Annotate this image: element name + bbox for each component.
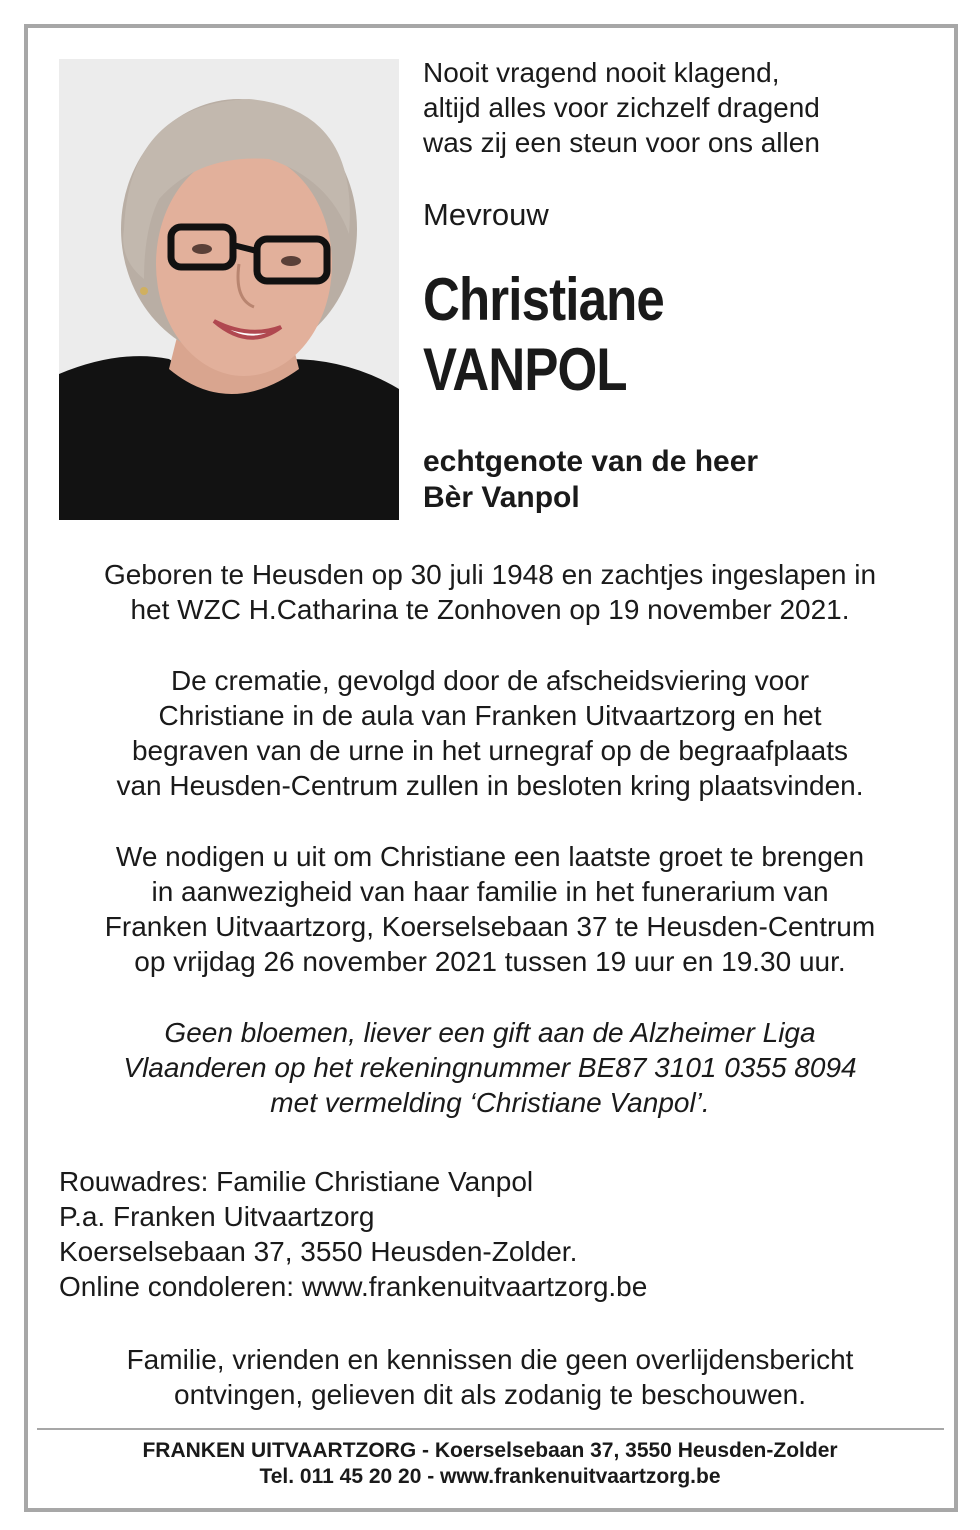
text-line: Vlaanderen op het rekeningnummer BE87 3101 0355 8094 (123, 1052, 857, 1083)
text-line: P.a. Franken Uitvaartzorg (59, 1201, 375, 1232)
text-line: begraven van de urne in het urnegraf op de begraafplaats (131, 735, 849, 766)
text-line: We nodigen u uit om Christiane een laatste groet te brengen (115, 841, 865, 872)
notice-paragraph (40, 1342, 940, 1412)
spouse-line (423, 444, 758, 516)
text-line: het WZC H.Catharina te Zonhoven op 19 november 2021. (130, 594, 850, 625)
birth-paragraph (40, 557, 940, 627)
text-line: ontvingen, gelieven dit als zodanig te beschouwen. (174, 1379, 806, 1410)
text-line: Geboren te Heusden op 30 juli 1948 en zachtjes ingeslapen in (103, 559, 877, 590)
address-block (59, 1164, 939, 1304)
text-line: Rouwadres: Familie Christiane Vanpol (59, 1166, 534, 1197)
invitation-paragraph (40, 839, 940, 979)
poem-line: altijd alles voor zichzelf dragend (423, 92, 820, 123)
text-line: van Heusden-Centrum zullen in besloten kring plaatsvinden. (116, 770, 864, 801)
text-line: Christiane in de aula van Franken Uitvaartzorg en het (158, 700, 822, 731)
text-line: Geen bloemen, liever een gift aan de Alzheimer Liga (164, 1017, 816, 1048)
text-line: in aanwezigheid van haar familie in het funerarium van (151, 876, 829, 907)
footer-divider (37, 1428, 944, 1430)
last-name: VANPOL (423, 336, 627, 403)
footer-line: FRANKEN UITVAARTZORG - Koerselsebaan 37, 3550 Heusden-Zolder (142, 1439, 838, 1462)
text-line: De crematie, gevolgd door de afscheidsviering voor (170, 665, 810, 696)
spouse-relation: echtgenote van de heer (423, 445, 759, 478)
flowers-paragraph (40, 1015, 940, 1120)
text-line: op vrijdag 26 november 2021 tussen 19 uur en 19.30 uur. (134, 946, 846, 977)
poem (423, 55, 943, 160)
poem-line: Nooit vragend nooit klagend, (423, 57, 780, 88)
salutation: Mevrouw (423, 197, 549, 232)
footer (40, 1438, 940, 1490)
first-name: Christiane (423, 266, 664, 333)
text-line: Online condoleren: www.frankenuitvaartzorg.be (59, 1271, 648, 1302)
spouse-name: Bèr Vanpol (423, 481, 580, 514)
text-line: Koerselsebaan 37, 3550 Heusden-Zolder. (59, 1236, 578, 1267)
poem-line: was zij een steun voor ons allen (423, 127, 820, 158)
footer-line: Tel. 011 45 20 20 - www.frankenuitvaartzorg.be (259, 1465, 721, 1488)
text-line: Familie, vrienden en kennissen die geen overlijdensbericht (126, 1344, 854, 1375)
text-line: Franken Uitvaartzorg, Koerselsebaan 37 te Heusden-Centrum (104, 911, 876, 942)
text-line: met vermelding ‘Christiane Vanpol’. (270, 1087, 710, 1118)
deceased-name (423, 265, 664, 405)
ceremony-paragraph (40, 663, 940, 803)
portrait-photo (59, 59, 399, 520)
